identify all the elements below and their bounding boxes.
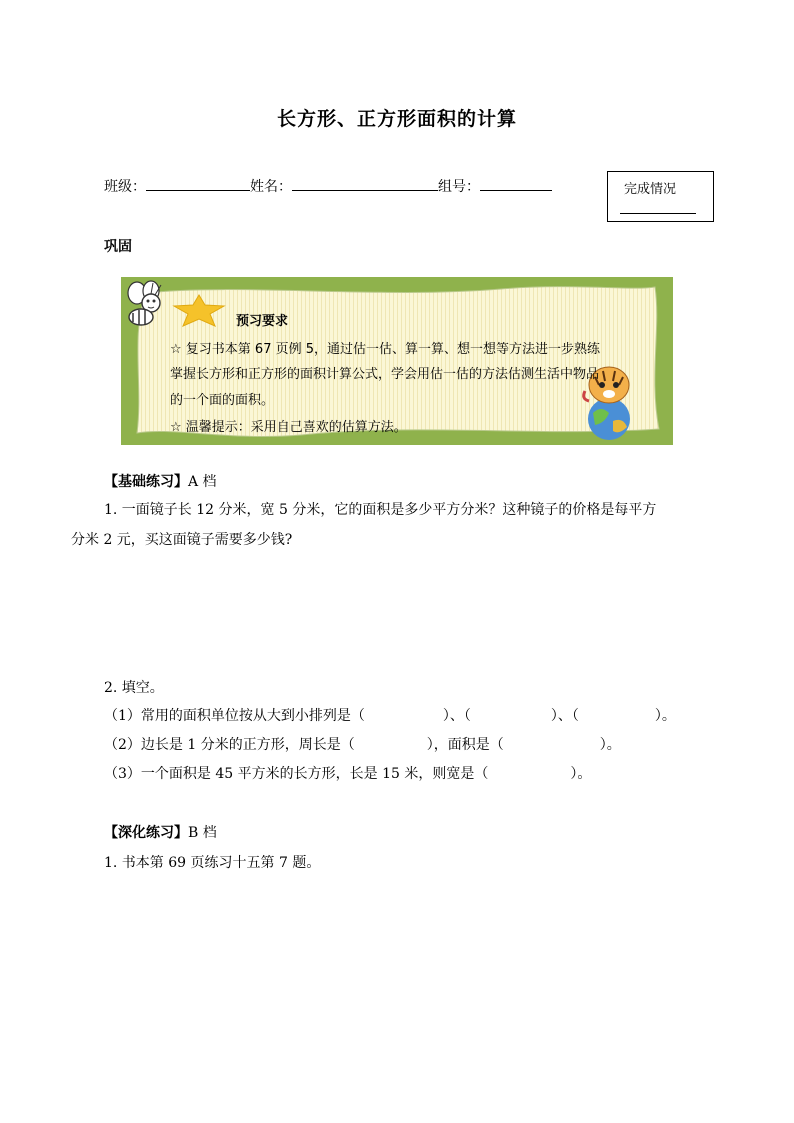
deep-practice-level: B 档 <box>188 825 217 841</box>
basic-q2-item-1 <box>104 705 676 725</box>
basic-practice-title: 【基础练习】 <box>104 474 188 490</box>
banner-line-4: ☆ 温馨提示：采用自己喜欢的估算方法。 <box>170 420 407 435</box>
class-label: 班级： <box>104 179 146 195</box>
q2-1-text-d: ）。 <box>654 708 676 724</box>
bee-icon <box>121 279 173 329</box>
banner-heading: 预习要求 <box>236 314 289 329</box>
q2-1-text-c: ）、（ <box>550 708 579 724</box>
banner-line-2: 掌握长方形和正方形的面积计算公式，学会用估一估的方法估测生活中物品 <box>170 367 600 382</box>
name-label: 姓名： <box>250 179 292 195</box>
banner-line-3: 的一个面的面积。 <box>170 393 275 408</box>
banner-line-1: ☆ 复习书本第 67 页例 5，通过估一估、算一算、想一想等方法进一步熟练 <box>170 342 600 357</box>
page-title: 长方形、正方形面积的计算 <box>276 108 517 130</box>
student-info-row <box>104 176 552 196</box>
q2-2-text-b: ），面积是（ <box>426 737 504 753</box>
deep-q1: 1. 书本第 69 页练习十五第 7 题。 <box>104 855 321 871</box>
star-icon <box>171 293 227 327</box>
basic-q2-item-3 <box>104 763 591 783</box>
basic-q1-line-2: 分米 2 元，买这面镜子需要多少钱? <box>71 532 293 548</box>
q2-1-text-b: ）、（ <box>442 708 471 724</box>
q2-2-text-c: ）。 <box>599 737 621 753</box>
group-blank[interactable] <box>480 176 552 191</box>
basic-practice-heading <box>104 471 217 491</box>
section-consolidate: 巩固 <box>104 239 132 255</box>
group-label: 组号： <box>438 179 480 195</box>
deep-practice-title: 【深化练习】 <box>104 825 188 841</box>
basic-practice-level: A 档 <box>188 474 217 490</box>
deep-practice-heading <box>104 822 217 842</box>
basic-q1-line-1: 1. 一面镜子长 12 分米，宽 5 分米，它的面积是多少平方分米？这种镜子的价格是每平方 <box>104 502 657 518</box>
name-blank[interactable] <box>292 176 438 191</box>
class-blank[interactable] <box>146 176 250 191</box>
completion-status-box <box>607 171 714 222</box>
completion-status-blank[interactable] <box>620 213 696 214</box>
q2-1-text-a: （1）常用的面积单位按从大到小排列是（ <box>104 708 365 724</box>
basic-q2-title: 2. 填空。 <box>104 680 164 696</box>
basic-q2-item-2 <box>104 734 621 754</box>
completion-status-label: 完成情况 <box>624 182 677 197</box>
q2-2-text-a: （2）边长是 1 分米的正方形，周长是（ <box>104 737 355 753</box>
q2-3-text-b: ）。 <box>570 766 592 782</box>
q2-3-text-a: （3）一个面积是 45 平方米的长方形，长是 15 米，则宽是（ <box>104 766 489 782</box>
